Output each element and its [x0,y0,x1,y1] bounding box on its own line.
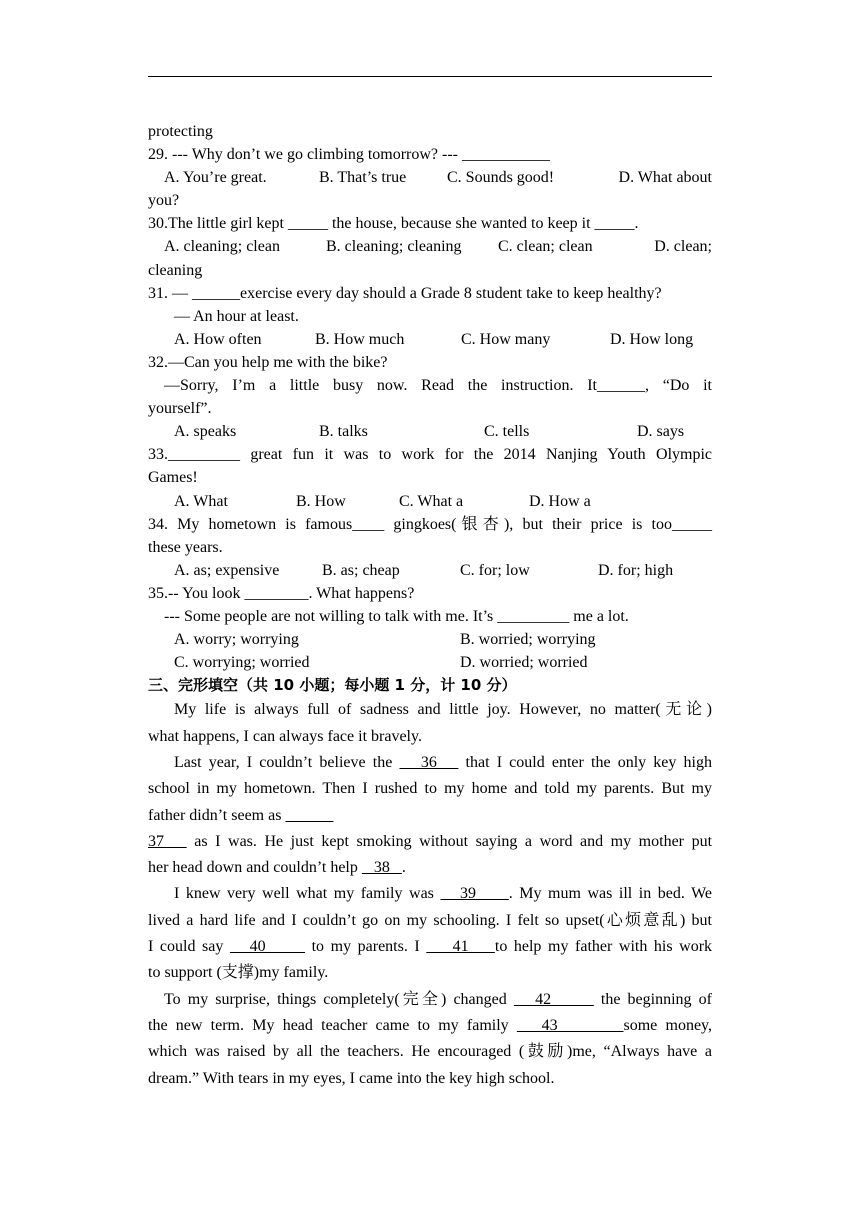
p3-text: . My mum was ill in bed. We [508,885,713,903]
cloze-passage [148,697,712,1091]
p2-text: father didn’t seem as [148,806,286,824]
p2-line1 [148,750,712,776]
q29-option-d: D. What about [618,169,712,187]
q31-stem: 31. — ______exercise every day should a Grade 8 student take to keep healthy? [148,284,662,302]
q35-options-row1 [148,628,712,651]
blank-37: 37 [148,832,187,850]
blank-41: 41 [426,938,495,956]
p3-text: I could say [148,938,230,956]
q35-options-row2 [148,651,712,674]
q35-option-a: A. worry; worrying [174,631,299,649]
q35-option-b: B. worried; worrying [460,631,596,649]
blank-40: 40 [229,938,306,956]
p2-line2: school in my hometown. Then I rushed to my home and told my parents. But my [148,780,712,798]
q33-options [148,490,712,513]
p3-line4: to support (支撑)my family. [148,964,329,982]
p1-line1: My life is always full of sadness and little joy. However, no matter(无论) [174,701,712,719]
p2-text: as I was. He just kept smoking without saying a word and my mother put [186,832,713,850]
q34-option-b: B. as; cheap [322,561,400,579]
blank-38: 38 [361,859,402,877]
q35-stem: 35.-- You look ________. What happens? [148,584,415,602]
p4-line1 [148,987,712,1013]
q31-reply: — An hour at least. [174,307,299,325]
q29-option-a: A. You’re great. [164,169,267,187]
p3-text: I knew very well what my family was [174,885,441,903]
q29-options [148,166,712,189]
p4-line4: dream.” With tears in my eyes, I came into the key high school. [148,1069,555,1087]
p4-line3: which was raised by all the teachers. He encouraged (鼓励)me, “Always have a [148,1043,712,1061]
header-rule [148,76,712,77]
q29-option-b: B. That’s true [319,169,407,187]
p3-text: to my parents. I [305,938,427,956]
q29-stem: 29. --- Why don’t we go climbing tomorrow? --- ___________ [148,146,551,164]
q30-option-d-cont: cleaning [148,261,203,279]
q34-option-c: C. for; low [460,561,530,579]
p4-text: the beginning of [593,990,712,1008]
q29-option-d-cont: you? [148,192,180,210]
p2-text: Last year, I couldn’t believe the [174,753,400,771]
q35-option-c: C. worrying; worried [174,654,310,672]
blank-42: 42 [513,990,594,1008]
q32-option-d: D. says [637,423,685,441]
q32-reply: —Sorry, I’m a little busy now. Read the instruction. It______, “Do it [164,377,712,395]
p2-line5 [148,855,712,881]
q34-options [148,559,712,582]
p3-line1 [148,881,712,907]
q32-stem: 32.—Can you help me with the bike? [148,353,388,371]
p2-text: her head down and couldn’t help [148,859,362,877]
q30-option-d: D. clean; [654,238,712,256]
q31-option-b: B. How much [315,330,405,348]
blank-39: 39 [440,885,509,903]
p4-text: some money, [623,1016,713,1034]
p4-text: To my surprise, things completely(完全) changed [164,990,514,1008]
section-heading: 三、完形填空（共 10 小题；每小题 1 分，计 10 分） [148,676,517,695]
q33-option-a: A. What [174,492,228,510]
p4-line2 [148,1013,712,1039]
p2-line3 [148,803,712,829]
blank-36: 36 [399,753,459,771]
q31-option-a: A. How often [174,330,262,348]
q32-option-b: B. talks [319,423,368,441]
q33-stem: 33._________ great fun it was to work for the 2014 Nanjing Youth Olympic [148,446,712,464]
q33-stem-cont: Games! [148,469,198,487]
q35-reply: --- Some people are not willing to talk with me. It’s _________ me a lot. [164,607,629,625]
q34-stem-cont: these years. [148,538,223,556]
q32-options [148,420,712,443]
q33-option-b: B. How [296,492,346,510]
blank-37-start [285,807,333,824]
q30-options [148,235,712,258]
q35-option-d: D. worried; worried [460,654,588,672]
q30-option-b: B. cleaning; cleaning [326,238,462,256]
q29-option-c: C. Sounds good! [447,169,555,187]
p2-text: that I could enter the only key high [458,753,712,771]
q32-option-c: C. tells [484,423,530,441]
q32-option-a: A. speaks [174,423,237,441]
q32-reply-cont: yourself”. [148,400,212,418]
q31-options [148,328,712,351]
p2-line4 [148,829,712,855]
p2-text: . [401,859,406,877]
p3-line3 [148,934,712,960]
exam-page [148,120,712,1092]
q34-stem: 34. My hometown is famous____ gingkoes(银杏), but their price is too_____ [148,515,712,533]
blank-43: 43 [516,1016,624,1034]
q30-option-a: A. cleaning; clean [164,238,280,256]
q33-option-c: C. What a [399,492,464,510]
q34-option-d: D. for; high [598,561,674,579]
top-fragment: protecting [148,123,213,140]
q30-stem: 30.The little girl kept _____ the house, because she wanted to keep it _____. [148,215,639,233]
p3-text: to help my father with his work [494,938,713,956]
q30-option-c: C. clean; clean [498,238,593,256]
q31-option-c: C. How many [461,330,551,348]
p3-line2: lived a hard life and I couldn’t go on my schooling. I felt so upset(心烦意乱) but [148,911,712,929]
q31-option-d: D. How long [610,330,694,348]
q34-option-a: A. as; expensive [174,561,280,579]
p4-text: the new term. My head teacher came to my family [148,1016,517,1034]
p1-line2: what happens, I can always face it bravely. [148,727,422,745]
q33-option-d: D. How a [529,492,591,510]
